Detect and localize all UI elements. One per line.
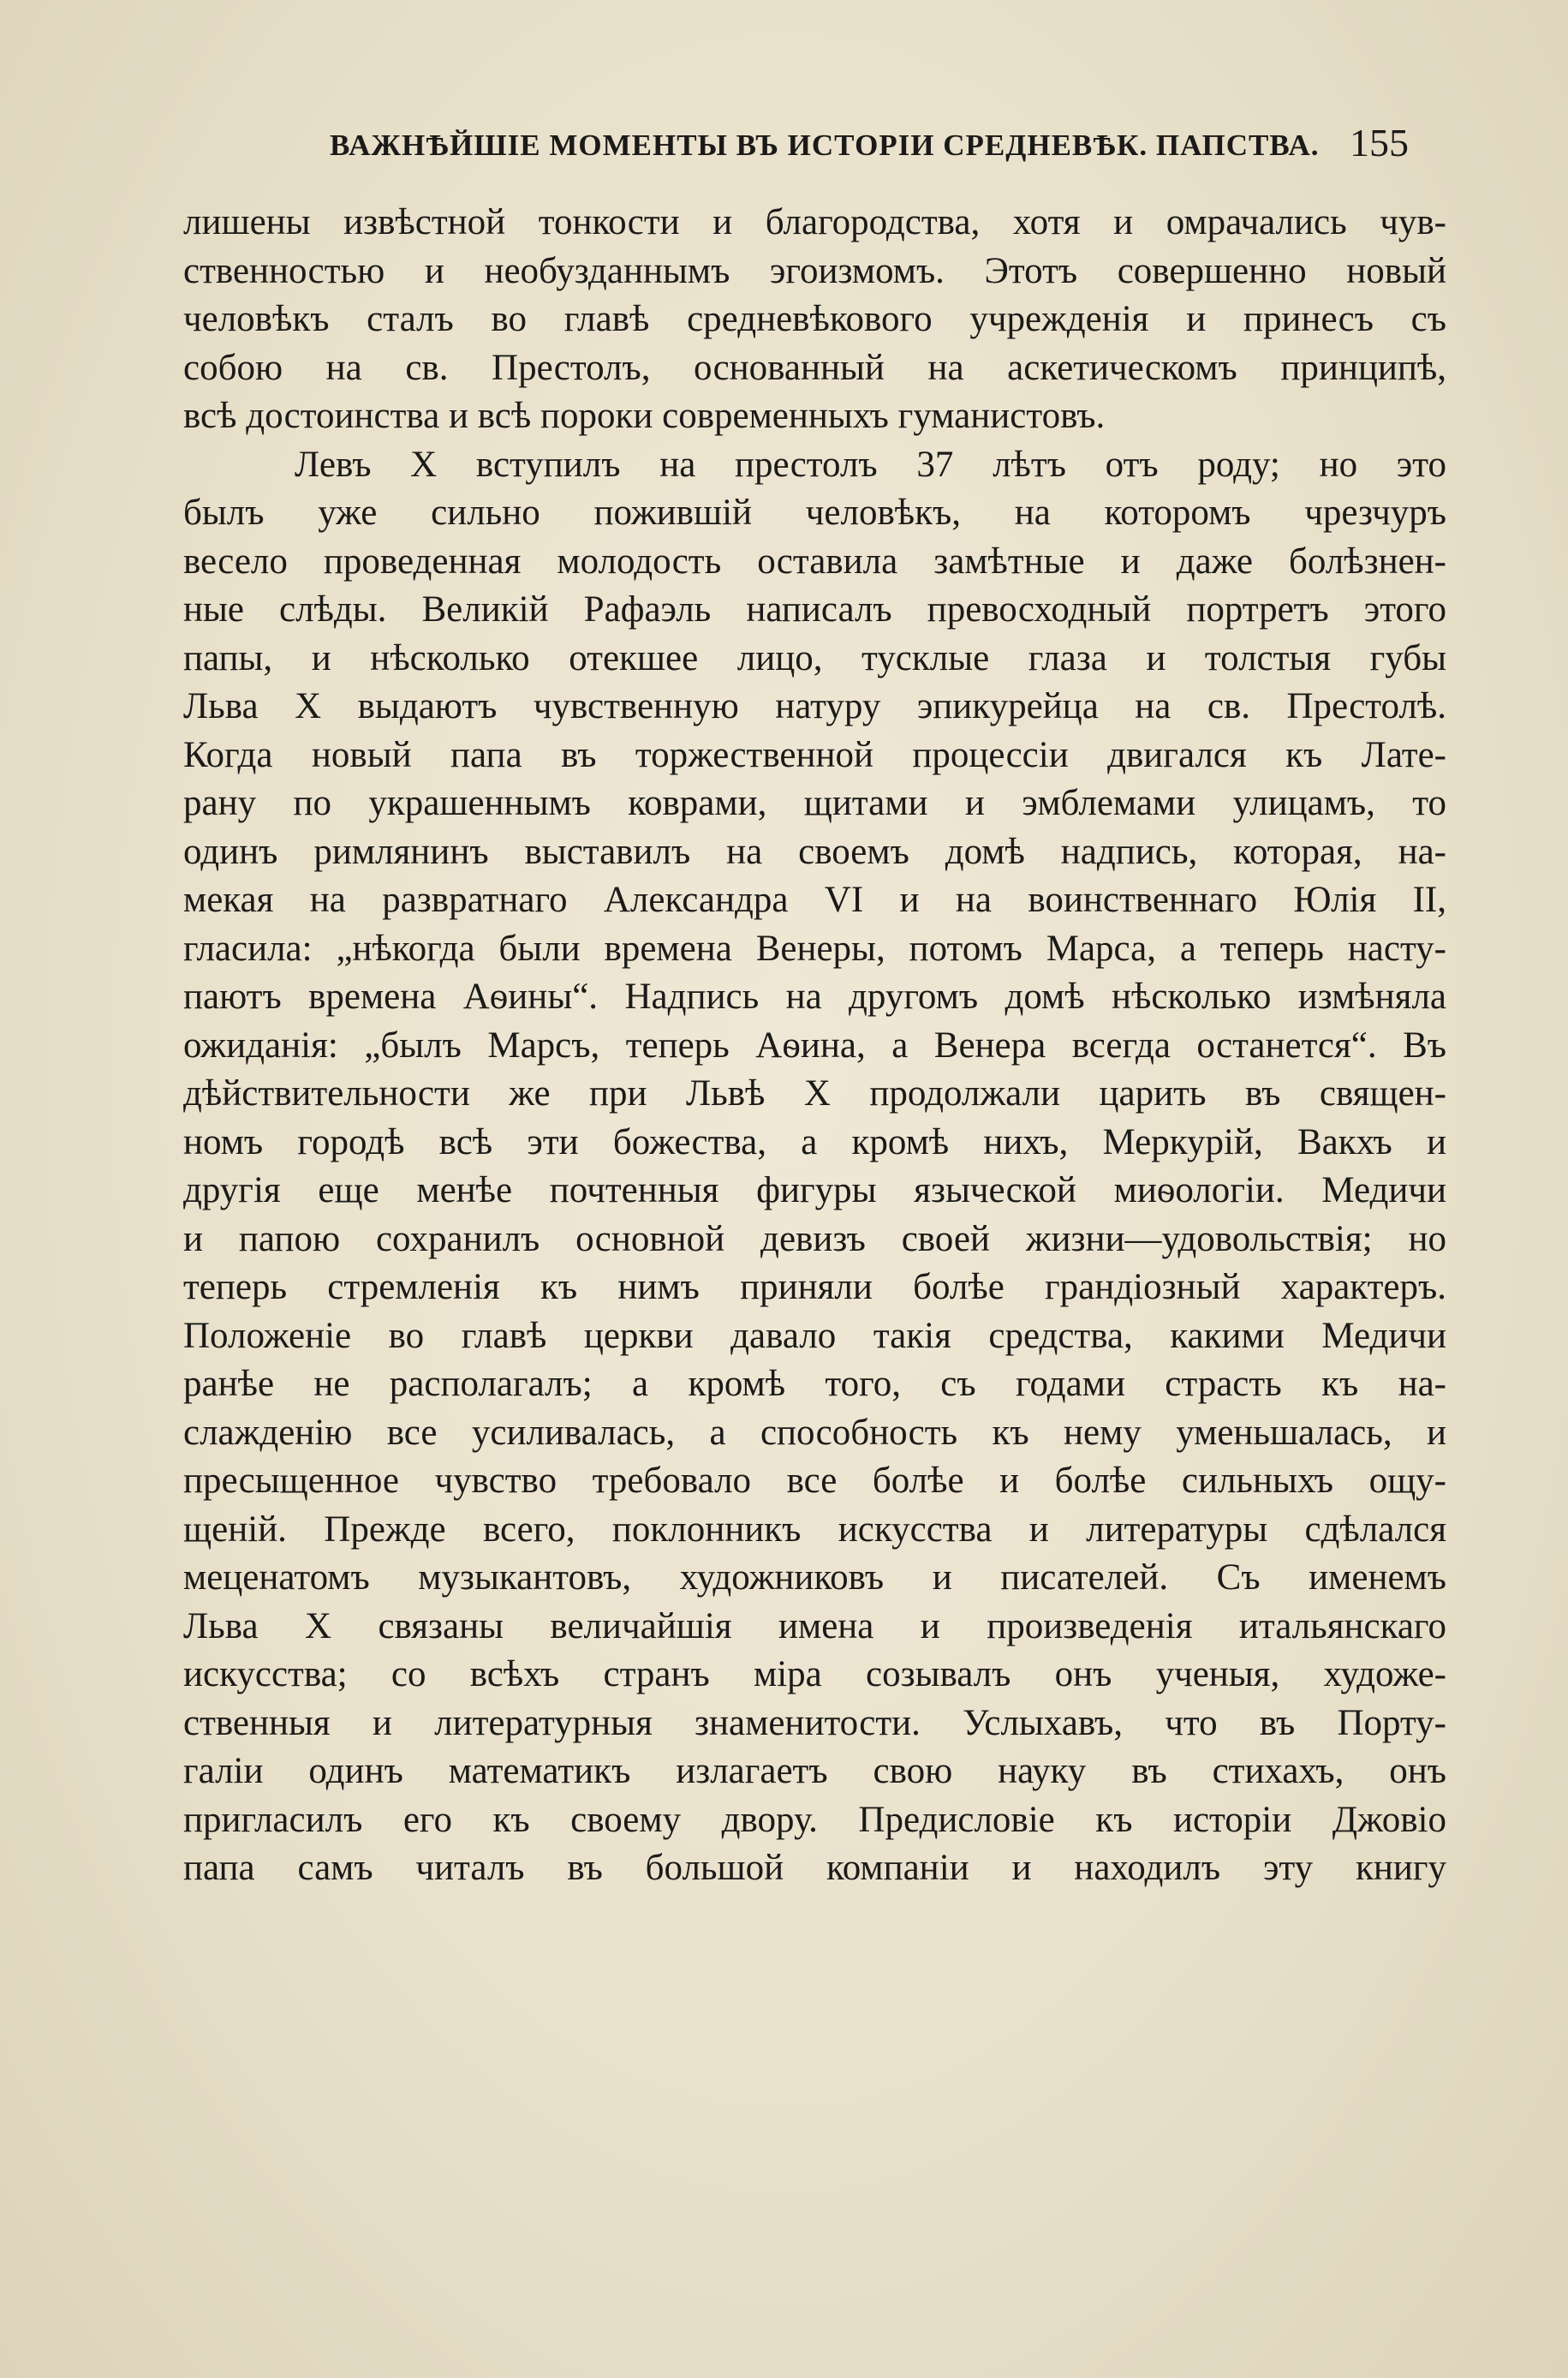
text-line: ственныя и литературныя знаменитости. Услыхавъ, что въ Порту- bbox=[183, 1702, 1446, 1743]
text-line: лишены извѣстной тонкости и благородства, хотя и омрачались чув- bbox=[183, 202, 1446, 242]
text-line: собою на св. Престолъ, основанный на аскетическомъ принципѣ, bbox=[183, 347, 1446, 388]
text-line: одинъ римлянинъ выставилъ на своемъ домѣ надпись, которая, на- bbox=[183, 831, 1446, 872]
text-line: весело проведенная молодость оставила замѣтные и даже болѣзнен- bbox=[183, 541, 1446, 582]
body-text bbox=[183, 199, 1446, 2255]
text-line: папы, и нѣсколько отекшее лицо, тусклые глаза и толстыя губы bbox=[183, 637, 1446, 678]
text-line: гласила: „нѣкогда были времена Венеры, потомъ Марса, а теперь насту- bbox=[183, 928, 1446, 969]
text-line: Льва X выдаютъ чувственную натуру эпикурейца на св. Престолѣ. bbox=[183, 686, 1446, 726]
text-line: всѣ достоинства и всѣ пороки современныхъ гуманистовъ. bbox=[183, 396, 1106, 436]
text-line: пресыщенное чувство требовало все болѣе и болѣе сильныхъ ощу- bbox=[183, 1461, 1446, 1501]
text-line: ственностью и необузданнымъ эгоизмомъ. Этотъ совершенно новый bbox=[183, 250, 1446, 291]
text-line: искусства; со всѣхъ странъ міра созывалъ онъ ученыя, художе- bbox=[183, 1654, 1446, 1694]
text-line: и папою сохранилъ основной девизъ своей жизни—удовольствія; но bbox=[183, 1218, 1446, 1259]
text-line: щеній. Прежде всего, поклонникъ искусства и литературы сдѣлался bbox=[183, 1509, 1446, 1550]
text-line: другія еще менѣе почтенныя фигуры языческой миѳологіи. Медичи bbox=[183, 1170, 1446, 1210]
text-line: человѣкъ сталъ во главѣ средневѣкового учрежденія и принесъ съ bbox=[183, 299, 1446, 339]
text-line: Льва X связаны величайшія имена и произведенія итальянскаго bbox=[183, 1605, 1446, 1646]
running-title: ВАЖНѢЙШІЕ МОМЕНТЫ ВЪ ИСТОРІИ СРЕДНЕВѢК. ПАПСТВА. bbox=[330, 128, 1320, 162]
page-number: 155 bbox=[1350, 121, 1409, 164]
text-line: галіи одинъ математикъ излагаетъ свою науку въ стихахъ, онъ bbox=[183, 1751, 1446, 1791]
text-line: рану по украшеннымъ коврами, щитами и эмблемами улицамъ, то bbox=[183, 783, 1446, 823]
text-line: меценатомъ музыкантовъ, художниковъ и писателей. Съ именемъ bbox=[183, 1557, 1446, 1598]
text-line: пригласилъ его къ своему двору. Предисловіе къ исторіи Джовіо bbox=[183, 1799, 1446, 1840]
text-line: мекая на развратнаго Александра VI и на воинственнаго Юлія II, bbox=[183, 880, 1446, 920]
text-line: Левъ X вступилъ на престолъ 37 лѣтъ отъ роду; но это bbox=[295, 444, 1446, 485]
text-line: ранѣе не располагалъ; а кромѣ того, съ годами страсть къ на- bbox=[183, 1364, 1446, 1404]
text-line: слажденію все усиливалась, а способность къ нему уменьшалась, и bbox=[183, 1412, 1446, 1453]
text-line: дѣйствительности же при Львѣ X продолжали царить въ священ- bbox=[183, 1073, 1446, 1114]
text-line: Когда новый папа въ торжественной процессіи двигался къ Лате- bbox=[183, 734, 1446, 775]
text-line: былъ уже сильно пожившій человѣкъ, на которомъ чрезчуръ bbox=[183, 493, 1446, 533]
text-line: теперь стремленія къ нимъ приняли болѣе грандіозный характеръ. bbox=[183, 1267, 1446, 1307]
text-line: номъ городѣ всѣ эти божества, а кромѣ нихъ, Меркурій, Вакхъ и bbox=[183, 1121, 1446, 1162]
text-line: ные слѣды. Великій Рафаэль написалъ превосходный портретъ этого bbox=[183, 589, 1446, 630]
text-line: папа самъ читалъ въ большой компаніи и находилъ эту книгу bbox=[183, 1848, 1446, 1888]
text-line: ожиданія: „былъ Марсъ, теперь Аѳина, а Венера всегда останется“. Въ bbox=[183, 1025, 1446, 1066]
text-line: паютъ времена Аѳины“. Надпись на другомъ домѣ нѣсколько измѣняла bbox=[183, 977, 1446, 1017]
text-line: Положеніе во главѣ церкви давало такія средства, какими Медичи bbox=[183, 1315, 1446, 1356]
